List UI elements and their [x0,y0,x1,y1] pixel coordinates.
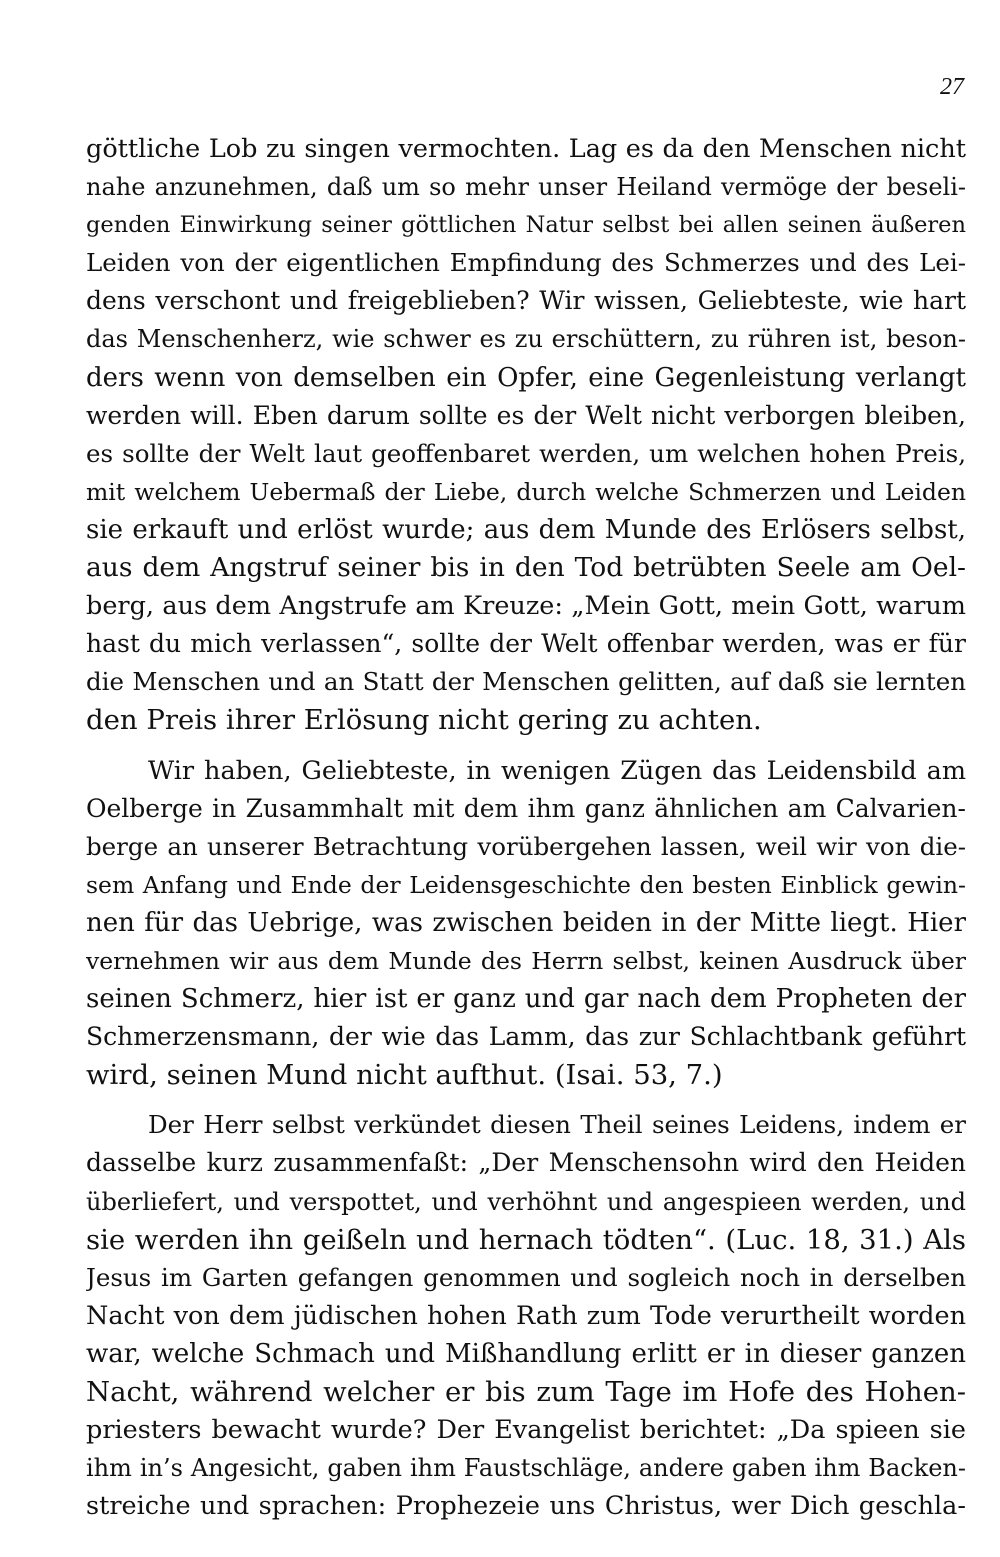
paragraph [86,752,966,1095]
text-line: die Menschen und an Statt der Menschen gelitten, auf daß sie lernten [86,667,966,697]
text-line: Wir haben, Geliebteste, in wenigen Zügen das Leidensbild am [148,755,966,786]
text-line: ihm in’s Angesicht, gaben ihm Faustschläge, andere gaben ihm Backen- [86,1454,966,1483]
text-line: mit welchem Uebermaß der Liebe, durch welche Schmerzen und Leiden [86,477,966,506]
text-line: sem Anfang und Ende der Leidensgeschichte den besten Einblick gewin- [86,870,966,899]
text-line: aus dem Angstruf seiner bis in den Tod betrübten Seele am Oel- [86,552,966,584]
text-line: sie erkauft und erlöst wurde; aus dem Munde des Erlösers selbst, [86,514,966,545]
paragraph-gap [86,1094,966,1106]
text-line: Leiden von der eigentlichen Empfindung des Schmerzes und des Lei- [86,248,966,278]
text-line: seinen Schmerz, hier ist er ganz und gar nach dem Propheten der [86,984,966,1015]
text-line: überliefert, und verspottet, und verhöhnt und angespieen werden, und [86,1187,966,1216]
text-line: Nacht, während welcher er bis zum Tage im Hofe des Hohen- [86,1376,966,1408]
text-line: vernehmen wir aus dem Munde des Herrn selbst, keinen Ausdruck über [86,946,966,975]
text-line: Der Herr selbst verkündet diesen Theil seines Leidens, indem er [148,1110,966,1140]
text-line: Oelberge in Zusammhalt mit dem ihm ganz ähnlichen am Calvarien- [86,793,966,823]
text-line: berge an unserer Betrachtung vorübergehen lassen, weil wir von die- [86,831,966,861]
text-line: nahe anzunehmen, daß um so mehr unser Heiland vermöge der beseli- [86,173,966,202]
text-line: dens verschont und freigeblieben? Wir wissen, Geliebteste, wie hart [86,286,966,316]
text-line: priesters bewacht wurde? Der Evangelist berichtet: „Da spieen sie [86,1415,966,1446]
text-line: werden will. Eben darum sollte es der Welt nicht verborgen bleiben, [86,400,966,430]
text-line: war, welche Schmach und Mißhandlung erlitt er in dieser ganzen [86,1338,966,1369]
text-line: dasselbe kurz zusammenfaßt: „Der Menschensohn wird den Heiden [86,1148,966,1178]
text-line: Nacht von dem jüdischen hohen Rath zum Tode verurtheilt worden [86,1300,966,1331]
body-text [86,130,966,1525]
paragraph [86,130,966,740]
text-line: das Menschenherz, wie schwer es zu erschüttern, zu rühren ist, beson- [86,325,966,354]
text-line: göttliche Lob zu singen vermochten. Lag es da den Menschen nicht [86,134,966,164]
text-line: genden Einwirkung seiner göttlichen Natur selbst bei allen seinen äußeren [86,212,966,239]
text-line: ders wenn von demselben ein Opfer, eine Gegenleistung verlangt [86,362,966,393]
text-line: berg, aus dem Angstrufe am Kreuze: „Mein Gott, mein Gott, warum [86,591,966,622]
text-line: es sollte der Welt laut geoffenbaret werden, um welchen hohen Preis, [86,438,966,468]
text-line: wird, seinen Mund nicht aufthut. (Isai. 53, 7.) [86,1059,723,1092]
text-line: Jesus im Garten gefangen genommen und sogleich noch in derselben [86,1262,966,1292]
text-line: streiche und sprachen: Prophezeie uns Christus, wer Dich geschla- [86,1491,966,1522]
paragraph [86,1106,966,1525]
paragraph-gap [86,740,966,752]
text-line: sie werden ihn geißeln und hernach tödten“. (Luc. 18, 31.) Als [86,1223,966,1256]
text-line: hast du mich verlassen“, sollte der Welt offenbar werden, was er für [86,629,966,659]
page-number: 27 [940,74,964,100]
text-line: den Preis ihrer Erlösung nicht gering zu achten. [86,704,762,737]
text-line: Schmerzensmann, der wie das Lamm, das zur Schlachtbank geführt [86,1022,966,1052]
text-line: nen für das Uebrige, was zwischen beiden in der Mitte liegt. Hier [86,907,966,938]
